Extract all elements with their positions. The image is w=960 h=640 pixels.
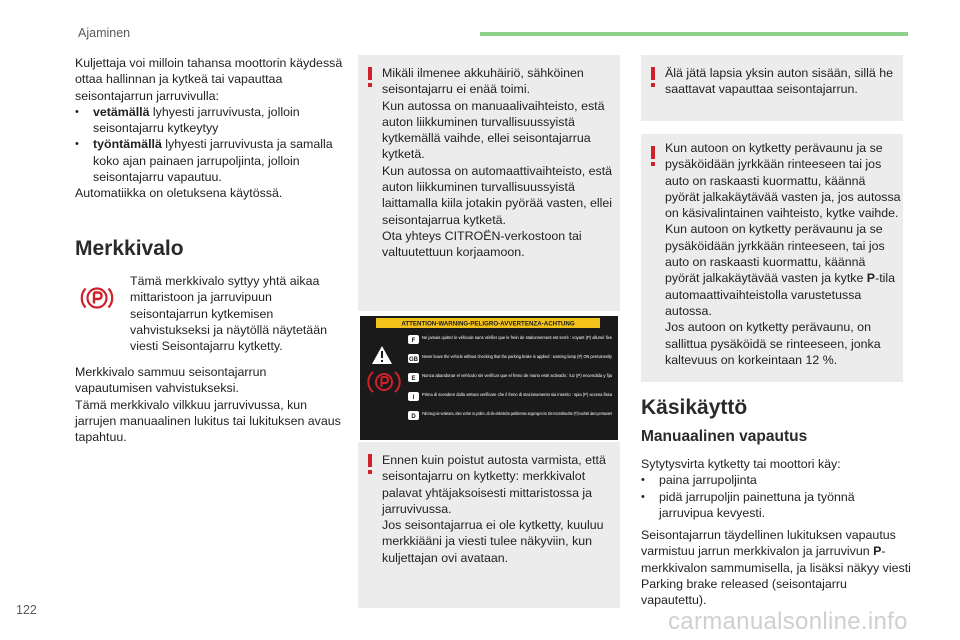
bullet-push-text: lyhyesti jarruvivusta ja samalla koko ajan painaen jarrupoljinta, jolloin seisontajarru vapautuu. <box>93 137 333 185</box>
manual-release-final <box>641 527 911 608</box>
intro-paragraph: Kuljettaja voi milloin tahansa moottorin käydessä ottaa hallinnan ja kytkeä tai vapauttaa seisontajarrun jarruvivulla: <box>75 56 343 103</box>
svg-text:Ne jamais quitter le véhicule: Ne jamais quitter le véhicule sans vérifier que le frein de stationnement est serré : voyant (P) allumé fixe <box>422 335 613 340</box>
warning-box-leaving-car <box>358 442 620 608</box>
bullet-pull <box>75 104 345 137</box>
warning-box-trailer <box>641 134 903 382</box>
manual-release-final-a: Seisontajarrun täydellinen lukituksen vapautus varmistuu jarrun merkkivalon ja jarruvivun <box>641 528 896 559</box>
auto-default-text: Automatiikka on oletuksena käytössä. <box>75 186 283 201</box>
warning-label-header: ATTENTION-WARNING-PELIGRO-AVVERTENZA-ACHTUNG <box>401 320 575 328</box>
bullet-pull-keyword: vetämällä <box>93 104 150 119</box>
bullet-push <box>75 136 345 185</box>
exclamation-icon <box>649 146 657 166</box>
running-header: Ajaminen <box>78 26 131 40</box>
gear-p-label: P <box>873 544 882 559</box>
manual-release-intro: Sytytysvirta kytketty tai moottori käy: <box>641 457 841 471</box>
bullet-push-lever <box>641 489 911 522</box>
warning-battery-text: Mikäli ilmenee akkuhäiriö, sähköinen seisontajarru ei enää toimi. Kun autossa on manuaalivaihteisto, estä auton liikkuminen turvallisuussyistä kytkemällä vaihde, ellei seisontajarrua kytketä. Kun autossa on automaattivaihteisto, estä auton liikkuminen turvallisuussyistä laittamalla kiila jotakin pyörää vasten, ellei seisontajarrua kytketä. Ota yhteys CITROËN-verkostoon tai valtuutettuun korjaamoon. <box>382 66 613 260</box>
svg-text:I: I <box>412 395 415 401</box>
svg-text:Never leave the vehicle withou: Never leave the vehicle without checking that the parking brake is applied : warning lamp (P) ON permanently <box>422 354 613 359</box>
svg-text:Prima di scendere dalla vettur: Prima di scendere dalla vettura verificare che il freno di stazionamento sia inserito : spia (P) accesa fissa <box>422 392 613 397</box>
warning-trailer-text-b: -tila automaattivaihteistolla varustetussa autossa. Jos autoon on kytketty perävaunu, on sallittua pysäköidä se rinteeseen, jonka kaltevuus on korkeintaan 12 %. <box>665 271 896 367</box>
bullet-icon: • <box>641 474 645 487</box>
warning-trailer-text <box>665 140 901 368</box>
section-heading-merkkivalo: Merkkivalo <box>75 237 184 260</box>
lamp-description: Tämä merkkivalo syttyy yhtä aikaa mittaristoon ja jarruvipuun seisontajarrun kytkemisen vahvistukseksi ja näytöllä näytetään viesti Seisontajarru kytketty. <box>130 274 327 354</box>
exclamation-icon <box>366 454 374 474</box>
lamp-blink-paragraph: Tämä merkkivalo vilkkuu jarruvivussa, kun jarrujen manuaalinen lukitus tai lukituksen avaus tapahtuu. <box>75 397 341 445</box>
header-accent-bar <box>480 32 908 36</box>
manual-release-final-b: -merkkivalon sammumisella, ja lisäksi näkyy viesti Parking brake released (seisontajarru vapautettu). <box>641 544 911 608</box>
page-number: 122 <box>16 603 37 617</box>
bullet-push-keyword: työntämällä <box>93 137 162 152</box>
bullet-press-pedal-text: paina jarrupoljinta <box>659 473 757 488</box>
manual-release-text <box>641 456 911 609</box>
svg-text:Nunca abandonar el vehículo si: Nunca abandonar el vehículo sin verificar que el freno de mano esté activado : luz (P) encendida y fija <box>422 373 613 378</box>
svg-text:GB: GB <box>409 357 418 363</box>
exclamation-icon <box>366 67 374 87</box>
exclamation-icon <box>649 67 657 87</box>
warning-box-children <box>641 55 903 121</box>
warning-label-image <box>360 316 618 440</box>
lamp-off-paragraph: Merkkivalo sammuu seisontajarrun vapautumisen vahvistukseksi. <box>75 365 267 396</box>
bullet-press-pedal <box>641 472 911 488</box>
section-heading-kasikaytto: Käsikäyttö <box>641 396 748 419</box>
warning-trailer-text-a: Kun autoon on kytketty perävaunu ja se pysäköidään jyrkkään rinteeseen tai jos auto on raskaasti kuormattu, käännä pyörät jalkakäytävää vasten ja, jos autossa on käsivalintainen vaihteisto, kytke vaihde. Kun autoon on kytketty perävaunu ja se pysäköidään jyrkkään rinteeseen, tai jos auto on raskaasti kuormattu, käännä pyörät jalkakäytävää vasten ja kytke <box>665 141 901 286</box>
gear-p-label: P <box>866 271 876 286</box>
intro-text <box>75 55 345 202</box>
bullet-pull-text: lyhyesti jarruvivusta, jolloin seisontajarru kytkeytyy <box>93 104 300 136</box>
warning-box-battery <box>358 55 620 311</box>
bullet-icon: • <box>75 138 79 151</box>
bullet-push-lever-text: pidä jarrupoljin painettuna ja työnnä jarruvipua kevyesti. <box>659 489 855 520</box>
bullet-icon: • <box>75 105 79 118</box>
svg-text:F: F <box>411 338 416 344</box>
warning-leaving-car-text: Ennen kuin poistut autosta varmista, että seisontajarru on kytketty: merkkivalot palavat yhtäjaksoisesti mittaristossa ja jarruvivussa. Jos seisontajarrua ei ole kytketty, kuuluu merkkiääni ja viesti tulee näkyviin, kun kuljettajan ovi avataan. <box>382 453 606 565</box>
watermark: carmanualsonline.info <box>668 608 908 635</box>
bullet-icon: • <box>641 490 645 503</box>
parking-brake-warning-icon <box>80 284 114 312</box>
warning-children-text: Älä jätä lapsia yksin auton sisään, sillä he saattavat vapauttaa seisontajarrun. <box>665 66 893 97</box>
svg-text:E: E <box>411 376 416 382</box>
svg-text:D: D <box>411 414 416 420</box>
svg-text:Fahrzeug nie verlassen, ohne v: Fahrzeug nie verlassen, ohne vorher zu prüfen, ob die elektrische parkbremse angezogen ist. Die Kontrolleuchte (P) leuchtet dann permanent <box>422 411 613 416</box>
subheading-manual-release: Manuaalinen vapautus <box>641 428 808 445</box>
lamp-off-text <box>75 364 347 445</box>
